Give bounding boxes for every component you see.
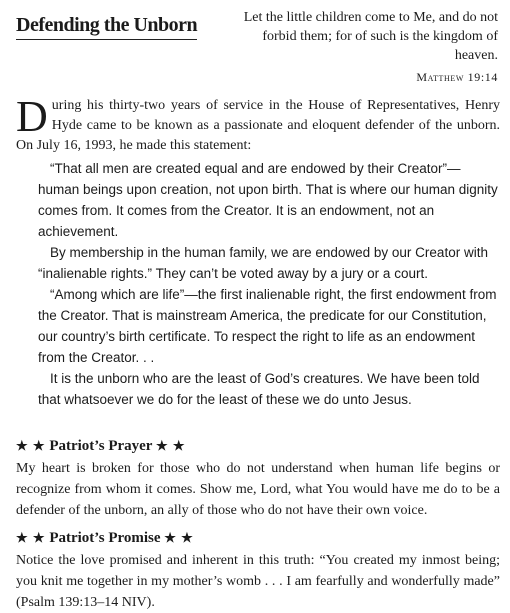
prayer-heading <box>16 438 186 455</box>
quote-paragraph: “That all men are created equal and are endowed by their Creator”—human beings upon creation, not upon birth. That is where our human dignity comes from. It comes from the Creator. It is an endowment, not an achievement. <box>38 161 498 239</box>
intro-paragraph <box>16 92 500 156</box>
page-title: Defending the Unborn <box>16 14 197 40</box>
quote-paragraph: It is the unborn who are the least of God’s creatures. We have been told that whatsoever we do for the least of these we do unto Jesus. <box>38 371 480 407</box>
drop-cap: D <box>16 92 48 141</box>
promise-text: Notice the love promised and inherent in this truth: “You created my inmost being; you knit me together in my mother’s womb . . . I am fearfully and wonderfully made” (Psalm 139:13–14 NIV). <box>16 553 500 610</box>
epigraph-citation: Matthew 19:14 <box>416 70 498 84</box>
intro-text: uring his thirty-two years of service in the House of Representatives, Henry Hyde came to be known as a passionate and eloquent defender of the unborn. On July 16, 1993, he made this statement: <box>16 98 500 153</box>
star-icon: ★ ★ <box>155 438 186 453</box>
star-icon: ★ ★ <box>16 530 46 545</box>
quote-paragraph: By membership in the human family, we are endowed by our Creator with “inalienable rights.” They can’t be voted away by a jury or a court. <box>38 245 488 281</box>
quote-paragraph: “Among which are life”—the first inalienable right, the first endowment from the Creator. That is mainstream America, the predicate for our Constitution, our country’s birth certificate. To respect the right to life as an endowment from the Creator. . . <box>38 287 497 365</box>
prayer-text: My heart is broken for those who do not understand when human life begins or recognize from whom it comes. Show me, Lord, what You would have me do to be a defender of the unborn, an ally of those who do not have their own voice. <box>16 461 500 518</box>
star-icon: ★ ★ <box>16 438 46 453</box>
epigraph-verse: Let the little children come to Me, and do not forbid them; for of such is the kingdom of heaven. <box>243 10 498 63</box>
promise-heading <box>16 530 194 547</box>
block-quote <box>38 158 500 410</box>
star-icon: ★ ★ <box>164 530 194 545</box>
promise-heading-text: Patriot’s Promise <box>49 530 161 546</box>
prayer-heading-text: Patriot’s Prayer <box>49 438 153 454</box>
